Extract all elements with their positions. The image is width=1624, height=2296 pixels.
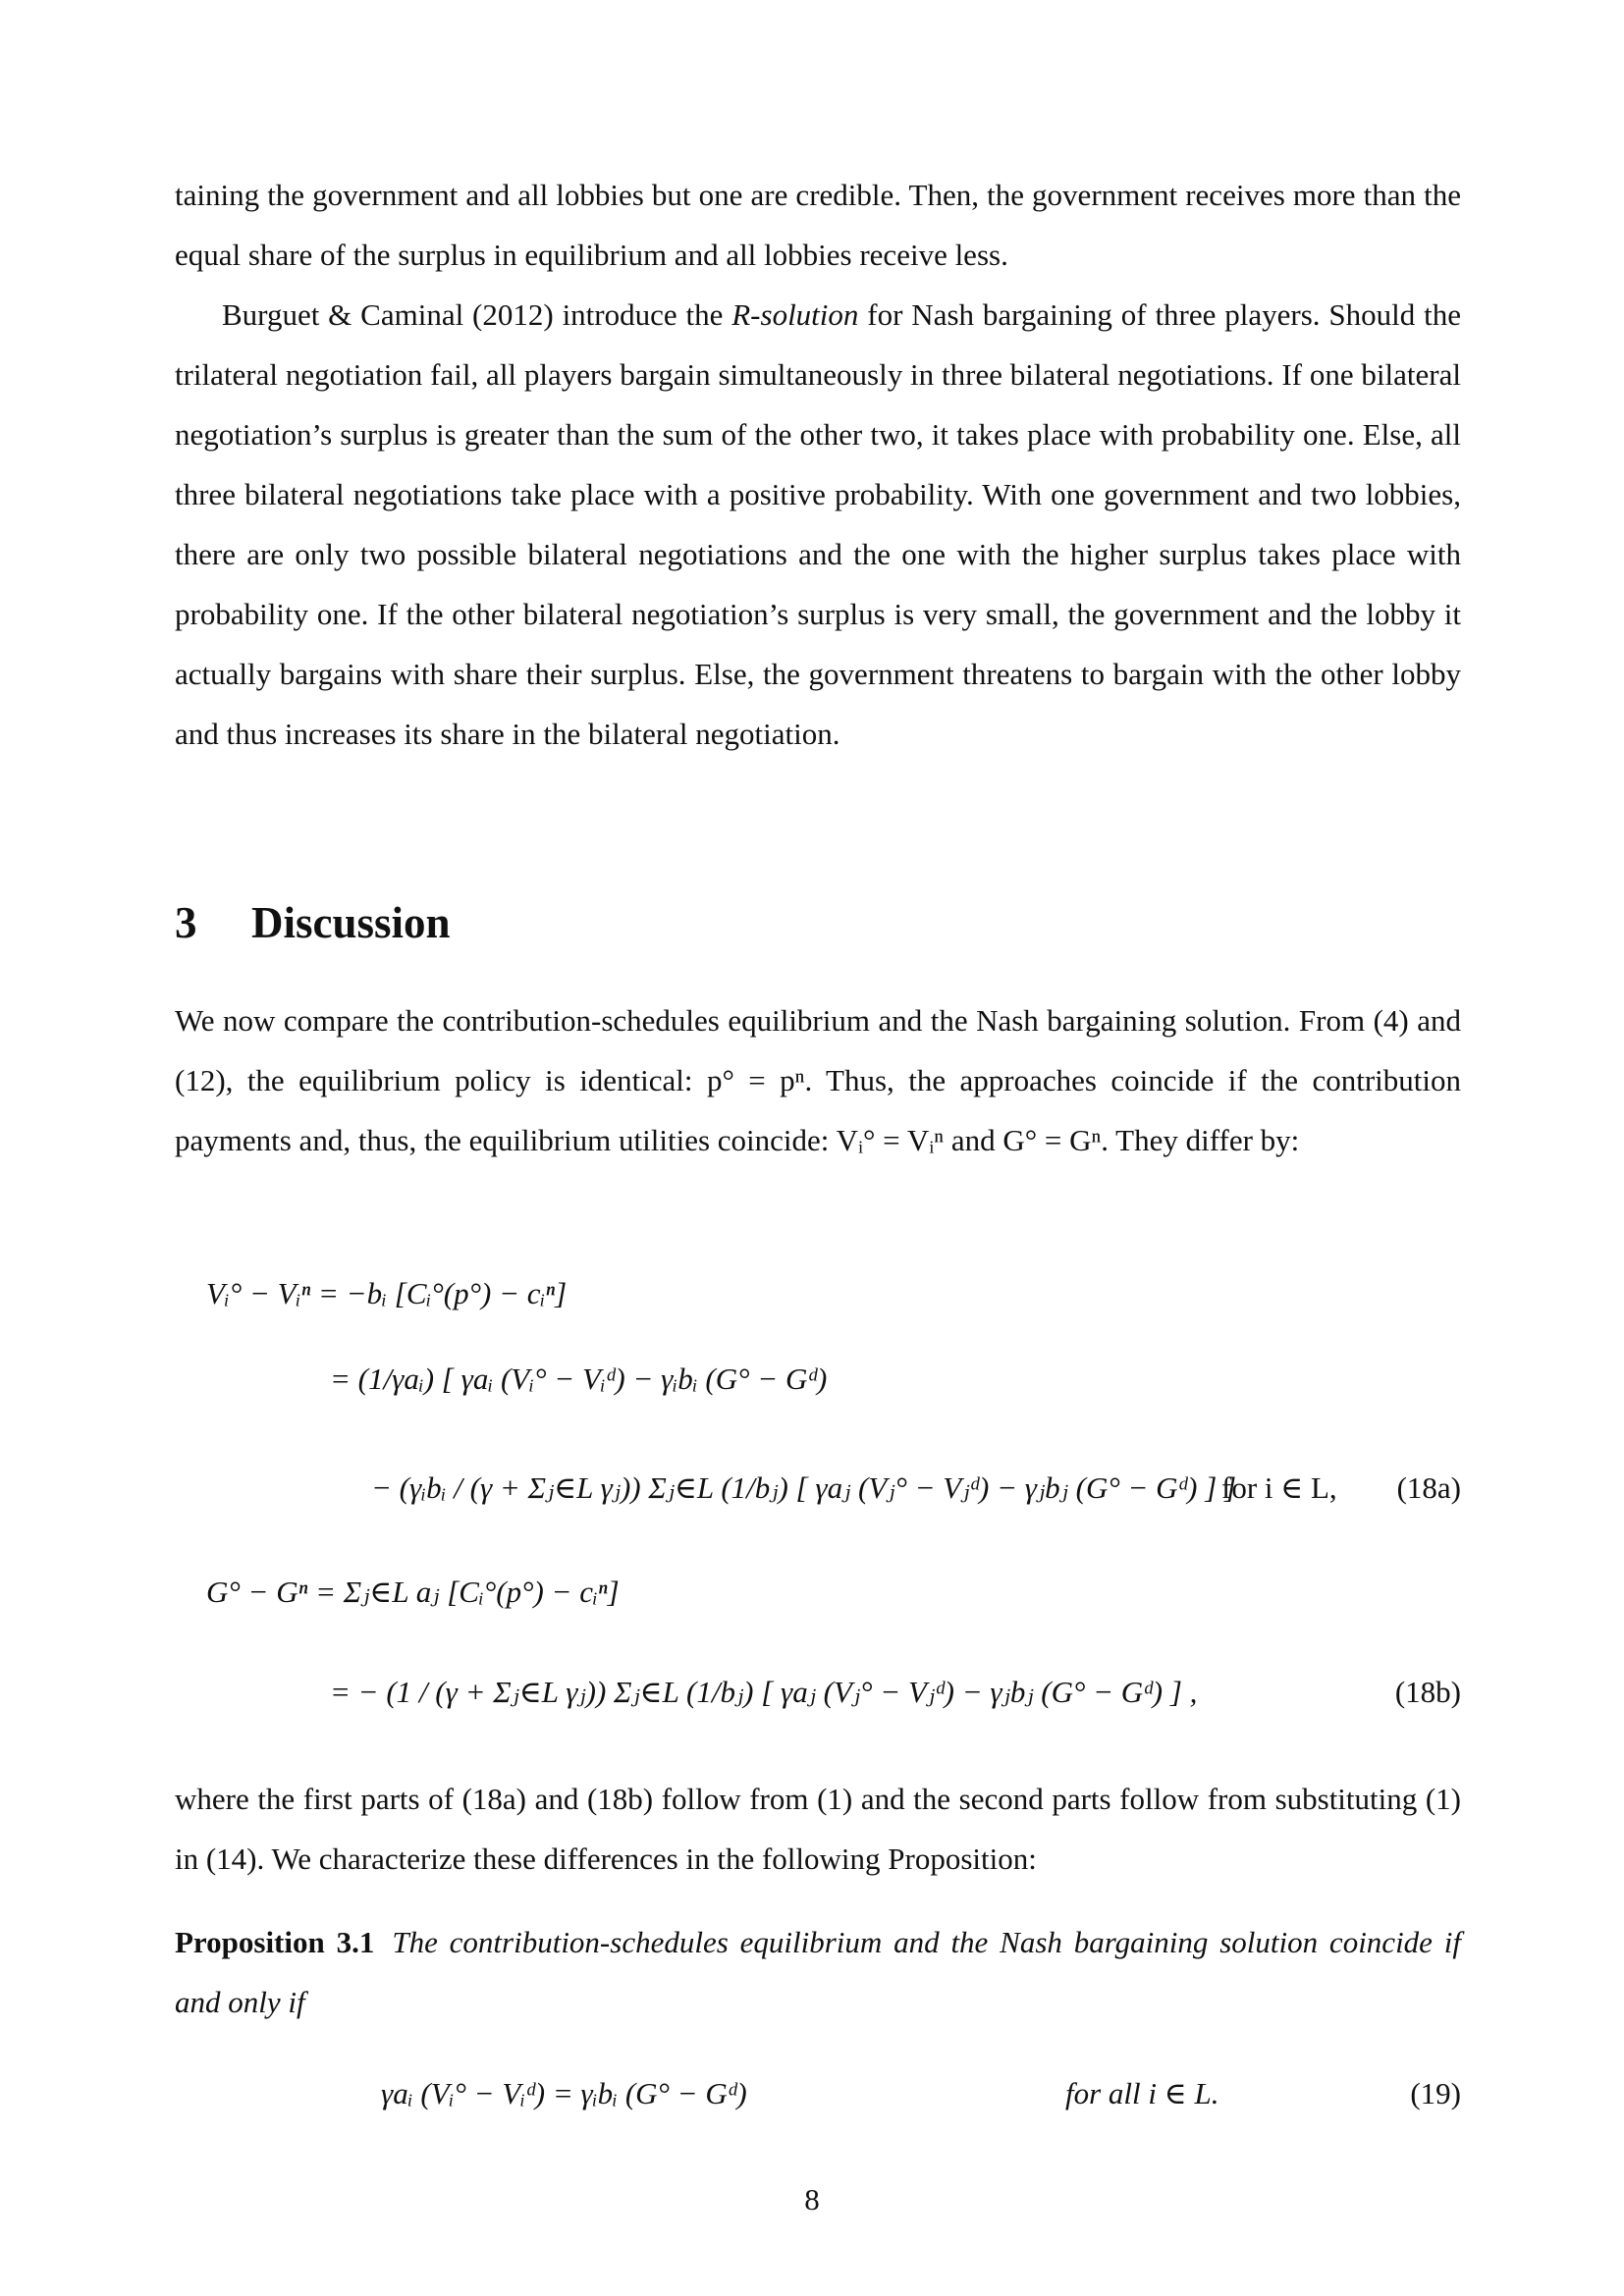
term-r-solution: R-solution	[731, 297, 859, 332]
paragraph-r-solution-body: for Nash bargaining of three players. Should the trilateral negotiation fail, all players bargain simultaneously in three bilateral negotiations. If one bilateral negotiation’s surplus is greater than the sum of the other two, it takes place with probability one. Else, all three bilateral negotiations take place with a positive probability. With one government and two lobbies, there are only two possible bilateral negotiations and the one with the higher surplus takes place with probability one. If the other bilateral negotiation’s surplus is very small, the government and the lobby it actually bargains with share their surplus. Else, the government threatens to bargain with the other lobby and thus increases its share in the bilateral negotiation.	[175, 297, 1461, 751]
equation-g-difference: G° − Gⁿ = Σⱼ∈L aⱼ [Cᵢ°(p°) − cᵢⁿ]	[206, 1575, 620, 1609]
equation-tag-19: (19)	[1410, 2076, 1461, 2110]
section-number: 3	[175, 898, 197, 947]
equation-line-2	[175, 1345, 1461, 1414]
equation-v-expansion: = (1/γaᵢ) [ γaᵢ (Vᵢ° − Vᵢᵈ) − γᵢbᵢ (G° − Gᵈ)	[330, 1362, 828, 1396]
equation-19	[175, 2059, 1461, 2128]
equation-line-1	[175, 1259, 1461, 1328]
proposition-3-1	[175, 1912, 1461, 2032]
equation-line-4	[175, 1558, 1461, 1627]
equation-line-3	[175, 1454, 1461, 1522]
equation-19-body: γaᵢ (Vᵢ° − Vᵢᵈ) = γᵢbᵢ (G° − Gᵈ)	[381, 2076, 747, 2110]
equation-19-condition: for all i ∈ L.	[1065, 2076, 1219, 2110]
equation-line-5	[175, 1658, 1461, 1727]
equation-18a-condition: for i ∈ L,	[1221, 1470, 1337, 1505]
section-title: Discussion	[251, 898, 451, 947]
equation-tag-18a: (18a)	[1396, 1470, 1461, 1505]
equation-g-expansion: = − (1 / (γ + Σⱼ∈L γⱼ)) Σⱼ∈L (1/bⱼ) [ γaⱼ (Vⱼ° − Vⱼᵈ) − γⱼbⱼ (G° − Gᵈ) ] ,	[330, 1675, 1198, 1709]
paragraph-r-solution-intro: Burguet & Caminal (2012) introduce the	[222, 297, 732, 332]
paragraph-continuation: taining the government and all lobbies but one are credible. Then, the government receives more than the equal share of the surplus in equilibrium and all lobbies receive less.	[175, 178, 1461, 272]
equation-tag-18b: (18b)	[1394, 1675, 1461, 1709]
page-number: 8	[804, 2182, 820, 2216]
paragraph-r-solution	[175, 285, 1461, 764]
paragraph-derivation: where the first parts of (18a) and (18b) follow from (1) and the second parts follow from substituting (1) in (14). We characterize these differences in the following Proposition:	[175, 1782, 1461, 1876]
equation-v-sum-term: − (γᵢbᵢ / (γ + Σⱼ∈L γⱼ)) Σⱼ∈L (1/bⱼ) [ γaⱼ (Vⱼ° − Vⱼᵈ) − γⱼbⱼ (G° − Gᵈ) ] ]	[371, 1470, 1237, 1505]
section-heading	[175, 893, 451, 952]
proposition-label: Proposition 3.1	[175, 1925, 375, 1959]
equation-v-difference: Vᵢ° − Vᵢⁿ = −bᵢ [Cᵢ°(p°) − cᵢⁿ]	[206, 1276, 568, 1310]
paragraph-comparison: We now compare the contribution-schedules equilibrium and the Nash bargaining solution. From (4) and (12), the equilibrium policy is identical: p° = pⁿ. Thus, the approaches coincide if the contribution payments and, thus, the equilibrium utilities coincide: Vᵢ° = Vᵢⁿ and G° = Gⁿ. They differ by:	[175, 1003, 1461, 1157]
proposition-text: The contribution-schedules equilibrium and the Nash bargaining solution coincide if and only if	[175, 1925, 1461, 2019]
